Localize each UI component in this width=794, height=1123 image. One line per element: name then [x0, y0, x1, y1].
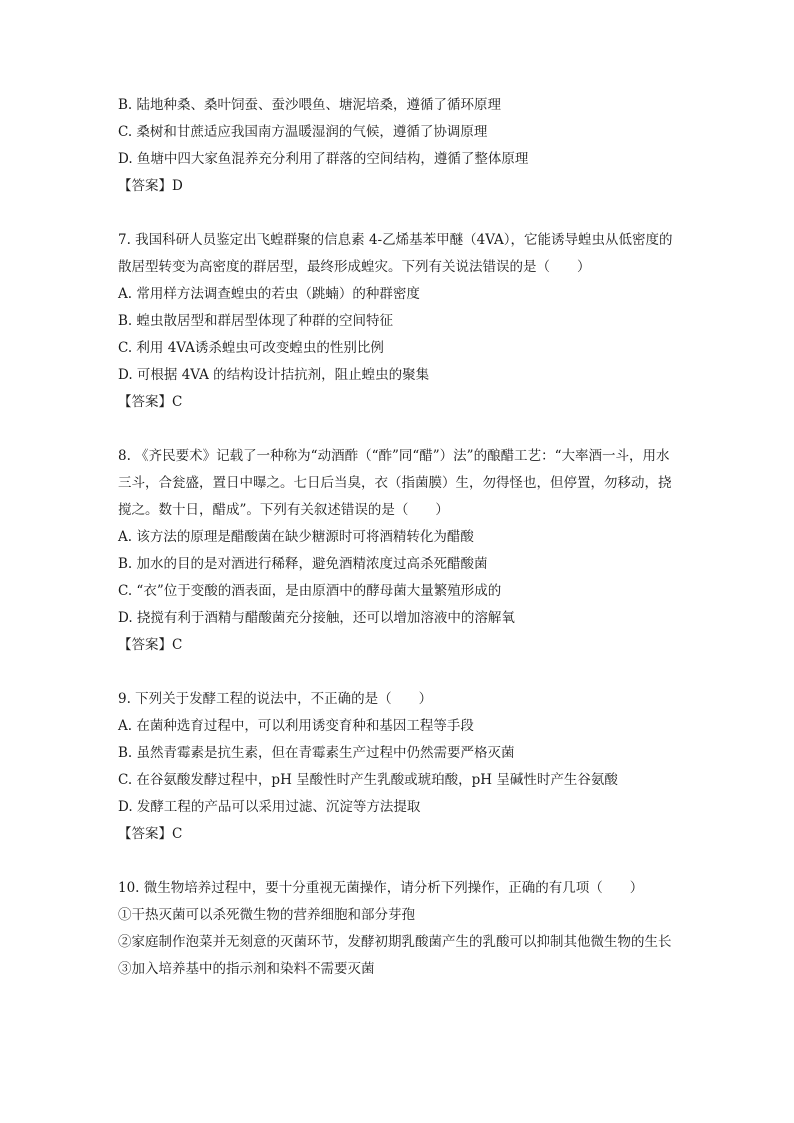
q9-answer: 【答案】C [118, 826, 183, 842]
q7-stem: 7. 我国科研人员鉴定出飞蝗群聚的信息素 4-乙烯基苯甲醚（4VA），它能诱导蝗虫从低密度的散居型转变为高密度的群居型，最终形成蝗灾。下列有关说法错误的是（ ） [118, 232, 673, 275]
q8-option-d: D. 挠搅有利于酒精与醋酸菌充分接触，还可以增加溶液中的溶解氧 [118, 610, 515, 626]
q6-option-c: C. 桑树和甘蔗适应我国南方温暖湿润的气候，遵循了协调原理 [118, 124, 488, 140]
q7-option-a: A. 常用样方法调查蝗虫的若虫（跳蝻）的种群密度 [118, 286, 420, 302]
q6-option-d: D. 鱼塘中四大家鱼混养充分利用了群落的空间结构，遵循了整体原理 [118, 151, 529, 167]
question-9 [118, 686, 678, 848]
q9-stem: 9. 下列关于发酵工程的说法中，不正确的是（ ） [118, 691, 433, 707]
q10-item-1: ①干热灭菌可以杀死微生物的营养细胞和部分芽孢 [118, 907, 415, 923]
q10-item-2: ②家庭制作泡菜并无刻意的灭菌环节，发酵初期乳酸菌产生的乳酸可以抑制其他微生物的生长 [118, 934, 672, 950]
q8-option-b: B. 加水的目的是对酒进行稀释，避免酒精浓度过高杀死醋酸菌 [118, 556, 488, 572]
question-6 [118, 92, 678, 200]
q9-option-c: C. 在谷氨酸发酵过程中，pH 呈酸性时产生乳酸或琥珀酸，pH 呈碱性时产生谷氨酸 [118, 772, 618, 788]
q6-option-b: B. 陆地种桑、桑叶饲蚕、蚕沙喂鱼、塘泥培桑，遵循了循环原理 [118, 97, 502, 113]
q7-option-b: B. 蝗虫散居型和群居型体现了种群的空间特征 [118, 313, 394, 329]
q8-option-a: A. 该方法的原理是醋酸菌在缺少糖源时可将酒精转化为醋酸 [118, 529, 474, 545]
q10-item-3: ③加入培养基中的指示剂和染料不需要灭菌 [118, 961, 375, 977]
q8-answer: 【答案】C [118, 637, 183, 653]
question-10 [118, 875, 678, 983]
q9-option-d: D. 发酵工程的产品可以采用过滤、沉淀等方法提取 [118, 799, 421, 815]
q9-option-b: B. 虽然青霉素是抗生素，但在青霉素生产过程中仍然需要严格灭菌 [118, 745, 515, 761]
q7-answer: 【答案】C [118, 394, 183, 410]
q8-option-c: C. “衣”位于变酸的酒表面，是由原酒中的酵母菌大量繁殖形成的 [118, 583, 502, 599]
question-8 [118, 443, 678, 659]
question-7 [118, 227, 678, 416]
document-page [118, 92, 678, 983]
q7-option-d: D. 可根据 4VA 的结构设计拮抗剂，阻止蝗虫的聚集 [118, 367, 430, 383]
q7-option-c: C. 利用 4VA诱杀蝗虫可改变蝗虫的性别比例 [118, 340, 384, 356]
q9-option-a: A. 在菌种选育过程中，可以利用诱变育种和基因工程等手段 [118, 718, 474, 734]
q8-stem: 8. 《齐民要术》记载了一种称为“动酒酢（“酢”同“醋”）法”的酿醋工艺：“大率酒一斗，用水三斗，合瓮盛，置日中曝之。七日后当臭，衣（指菌膜）生，勿得怪也，但停置，勿移动，挠搅之。数十日，醋成”。下列有关叙述错误的是（ ） [118, 448, 672, 518]
q6-answer: 【答案】D [118, 178, 183, 194]
q10-stem: 10. 微生物培养过程中，要十分重视无菌操作，请分析下列操作，正确的有几项（ ） [118, 880, 644, 896]
